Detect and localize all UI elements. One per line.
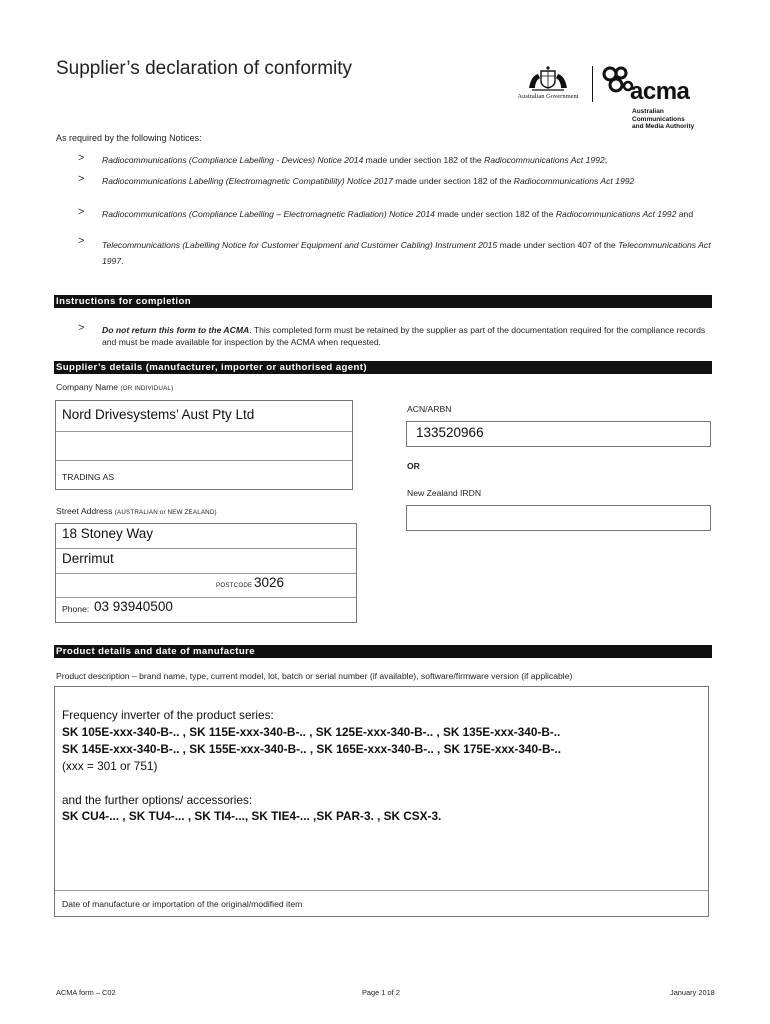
page-title: Supplier’s declaration of conformity [56, 58, 353, 79]
product-line: and the further options/ accessories: [62, 793, 253, 807]
acma-logo [598, 64, 718, 134]
bullet-arrow: > [78, 322, 85, 334]
supplier-heading: Supplier’s details (manufacturer, importer or authorised agent) [54, 361, 712, 374]
date-of-manufacture-label: Date of manufacture or importation of the original/modified item [62, 899, 303, 909]
phone-label: Phone: [62, 604, 90, 614]
street-value: 18 Stoney Way [62, 526, 154, 541]
postcode-value: 3026 [254, 575, 285, 590]
bullet-arrow: > [78, 152, 85, 164]
divider [56, 431, 352, 432]
government-label: Australian Government [517, 93, 579, 100]
logo-divider [592, 66, 593, 102]
product-line: Frequency inverter of the product series: [62, 708, 274, 722]
product-line: SK 105E-xxx-340-B-.. , SK 115E-xxx-340-B-.. , SK 125E-xxx-340-B-.. , SK 135E-xxx-340-B-.. [62, 725, 561, 739]
acn-field[interactable] [406, 421, 711, 447]
notice-item: Radiocommunications Labelling (Electromagnetic Compatibility) Notice 2017 made under section 182 of the Radiocommunications Act 1992 [102, 176, 635, 186]
divider [56, 597, 356, 598]
acma-subtitle: Australian Communications and Media Authority [632, 108, 695, 130]
acn-value: 133520966 [416, 425, 484, 440]
divider [56, 573, 356, 574]
coat-of-arms-icon [526, 64, 570, 92]
bullet-arrow: > [78, 235, 85, 247]
suburb-value: Derrimut [62, 551, 114, 566]
postcode-label: POSTCODE [216, 582, 253, 589]
footer-form-number: ACMA form – C02 [56, 988, 116, 997]
product-line: SK CU4-... , SK TU4-... , SK TI4-..., SK TIE4-... ,SK PAR-3. , SK CSX-3. [62, 809, 442, 823]
acma-wordmark: acma [630, 78, 690, 105]
nz-irdn-field[interactable] [406, 505, 711, 531]
product-heading: Product details and date of manufacture [54, 645, 712, 658]
company-name-box[interactable] [55, 400, 353, 490]
divider [56, 460, 352, 461]
acma-rings-icon [598, 64, 634, 100]
instructions-heading: Instructions for completion [54, 295, 712, 308]
phone-value: 03 93940500 [94, 599, 173, 614]
street-address-label: Street Address (AUSTRALIAN or NEW ZEALAND) [56, 506, 217, 516]
company-name-label: Company Name (OR INDIVIDUAL) [56, 382, 174, 392]
notice-item: Radiocommunications (Compliance Labelling - Devices) Notice 2014 made under section 182 of the Radiocommunications Act 1992; [102, 155, 608, 165]
divider [56, 548, 356, 549]
instructions-text: Do not return this form to the ACMA. This completed form must be retained by the supplier as part of the documentation required for the compliance records and must be made available for inspection by the ACMA when requested. [102, 325, 706, 347]
product-line: SK 145E-xxx-340-B-.. , SK 155E-xxx-340-B-.. , SK 165E-xxx-340-B-.. , SK 175E-xxx-340-B-.. [62, 742, 561, 756]
australian-government-logo [508, 64, 588, 108]
footer-date: January 2018 [670, 988, 715, 997]
notice-item: Radiocommunications (Compliance Labelling – Electromagnetic Radiation) Notice 2014 made under section 182 of the Radiocommunications Act 1992 and [102, 209, 694, 219]
acn-label: ACN/ARBN [407, 404, 452, 414]
bullet-arrow: > [78, 206, 85, 218]
footer-page-number: Page 1 of 2 [362, 988, 400, 997]
notices-intro: As required by the following Notices: [56, 133, 202, 143]
company-name-value: Nord Drivesystems’ Aust Pty Ltd [62, 407, 255, 422]
nz-irdn-label: New Zealand IRDN [407, 488, 482, 498]
divider [55, 890, 708, 891]
notice-item: Telecommunications (Labelling Notice for Customer Equipment and Customer Cabling) Instrument 2015 made under section 407 of the Telecommunications Act 1997. [102, 240, 711, 266]
trading-as-label: TRADING AS [62, 472, 115, 482]
product-line: (xxx = 301 or 751) [62, 759, 158, 773]
product-description-label: Product description – brand name, type, current model, lot, batch or serial number (if available), software/firmware version (if applicable) [56, 671, 573, 681]
bullet-arrow: > [78, 173, 85, 185]
or-label: OR [407, 461, 420, 471]
street-address-box[interactable] [55, 523, 357, 623]
